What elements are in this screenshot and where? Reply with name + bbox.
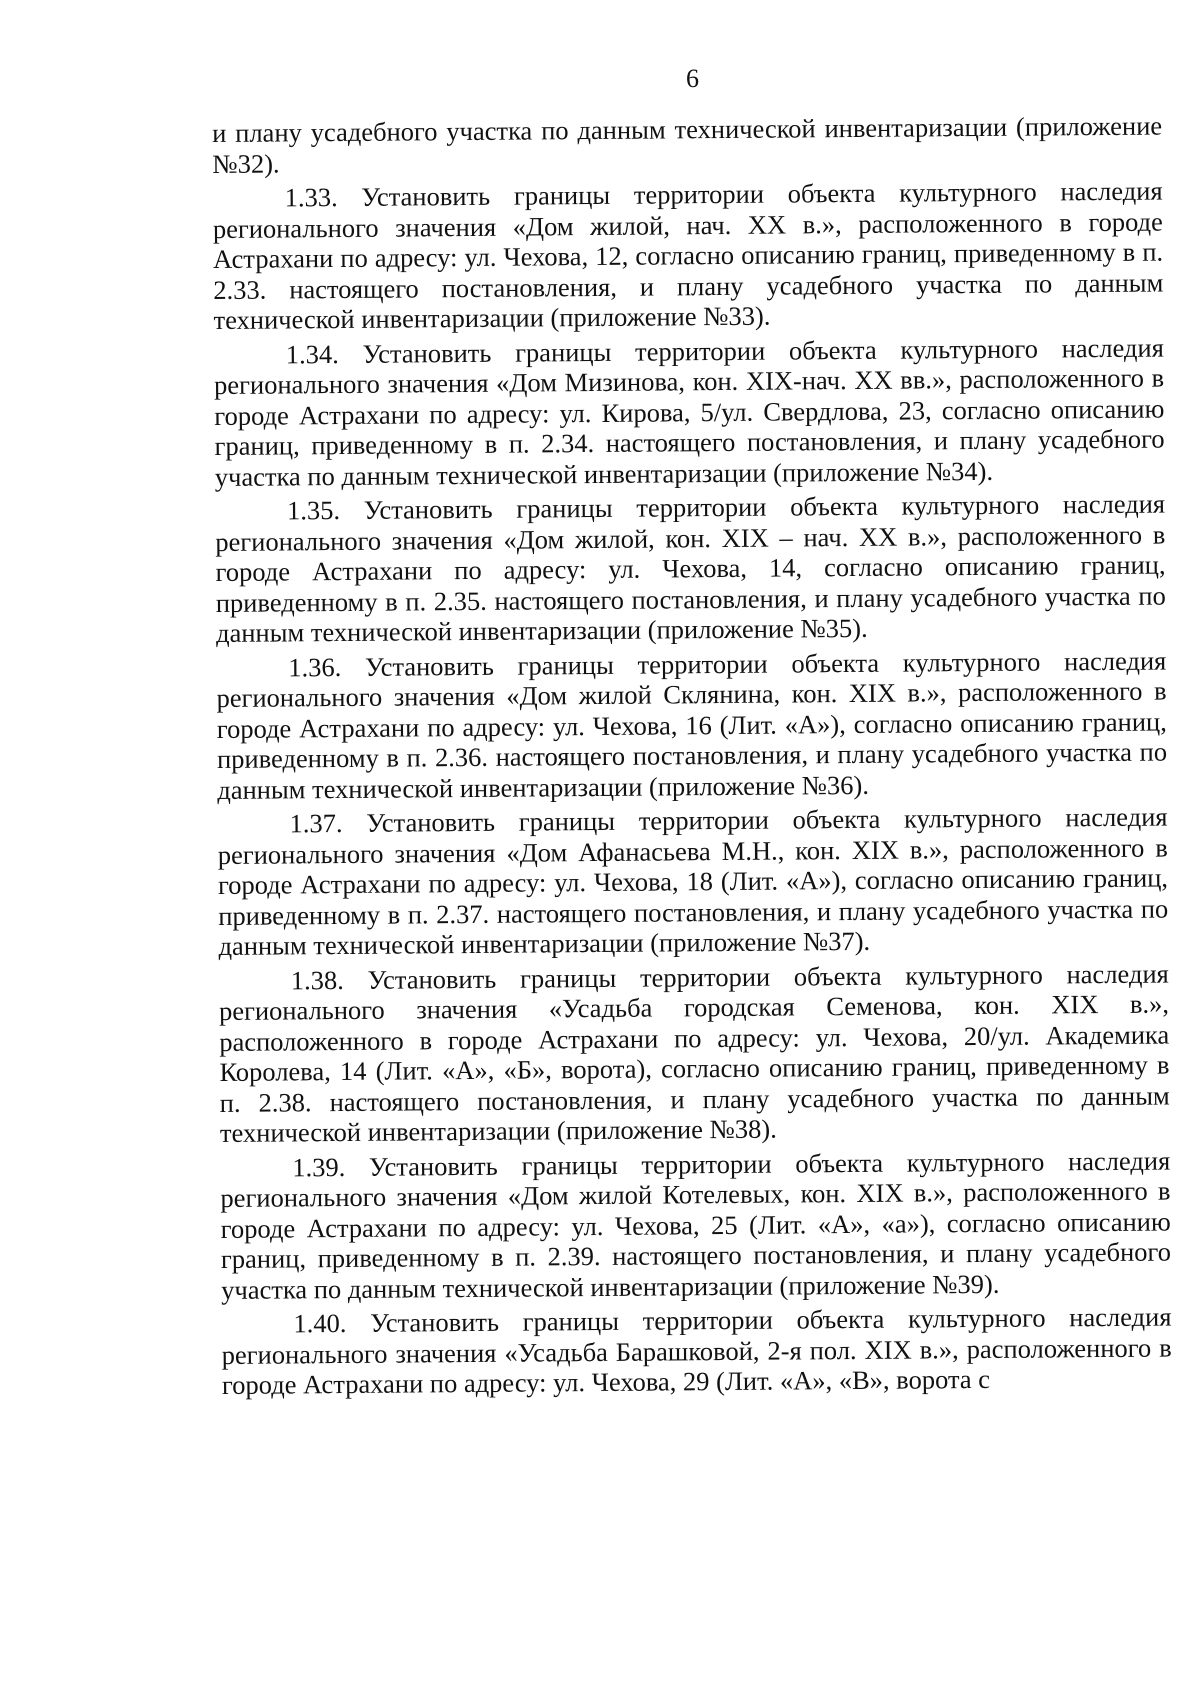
paragraph-1-34: 1.34. Установить границы территории объекта культурного наследия регионального значения «Дом Мизинова, кон. XIX-нач. XX вв.», расположенного в городе Астрахани по адресу: ул. Кирова, 5/ул. Свердлова, 23, согласно описанию границ, приведенному в п. 2.34. настоящего постановления, и плану усадебного участка по данным технической инвентаризации (приложение №34). bbox=[213, 332, 1165, 492]
document-body bbox=[212, 111, 1172, 1401]
paragraph-1-35: 1.35. Установить границы территории объекта культурного наследия регионального значения «Дом жилой, кон. XIX – нач. XX в.», расположенного в городе Астрахани по адресу: ул. Чехова, 14, согласно описанию границ, приведенному в п. 2.35. настоящего постановления, и плану усадебного участка по данным технической инвентаризации (приложение №35). bbox=[215, 488, 1166, 648]
paragraph-1-33: 1.33. Установить границы территории объекта культурного наследия регионального значения «Дом жилой, нач. XX в.», расположенного в городе Астрахани по адресу: ул. Чехова, 12, согласно описанию границ, приведенному в п. 2.33. настоящего постановления, и плану усадебного участка по данным технической инвентаризации (приложение №33). bbox=[212, 175, 1164, 335]
paragraph-1-39: 1.39. Установить границы территории объекта культурного наследия регионального значения «Дом жилой Котелевых, кон. XIX в.», расположенного в городе Астрахани по адресу: ул. Чехова, 25 (Лит. «А», «а»), согласно описанию границ, приведенному в п. 2.39. настоящего постановления, и плану усадебного участка по данным технической инвентаризации (приложение №39). bbox=[220, 1145, 1172, 1305]
paragraph-1-38: 1.38. Установить границы территории объекта культурного наследия регионального значения «Усадьба городская Семенова, кон. XIX в.», расположенного в городе Астрахани по адресу: ул. Чехова, 20/ул. Академика Королева, 14 (Лит. «А», «Б», ворота), согласно описанию границ, приведенному в п. 2.38. настоящего постановления, и плану усадебного участка по данным технической инвентаризации (приложение №38). bbox=[218, 958, 1170, 1148]
paragraph-1-37: 1.37. Установить границы территории объекта культурного наследия регионального значения «Дом Афанасьева М.Н., кон. XIX в.», расположенного в городе Астрахани по адресу: ул. Чехова, 18 (Лит. «А»), согласно описанию границ, приведенному в п. 2.37. настоящего постановления, и плану усадебного участка по данным технической инвентаризации (приложение №37). bbox=[217, 801, 1169, 961]
paragraph-1-36: 1.36. Установить границы территории объекта культурного наследия регионального значения «Дом жилой Склянина, кон. XIX в.», расположенного в городе Астрахани по адресу: ул. Чехова, 16 (Лит. «А»), согласно описанию границ, приведенному в п. 2.36. настоящего постановления, и плану усадебного участка по данным технической инвентаризации (приложение №36). bbox=[216, 645, 1168, 805]
paragraph-1-40: 1.40. Установить границы территории объекта культурного наследия регионального значения «Усадьба Барашковой, 2-я пол. XIX в.», расположенного в городе Астрахани по адресу: ул. Чехова, 29 (Лит. «А», «В», ворота с bbox=[221, 1301, 1172, 1400]
page-number: 6 bbox=[686, 64, 699, 93]
paragraph-continuation: и плану усадебного участка по данным технической инвентаризации (приложение №32). bbox=[212, 110, 1163, 179]
